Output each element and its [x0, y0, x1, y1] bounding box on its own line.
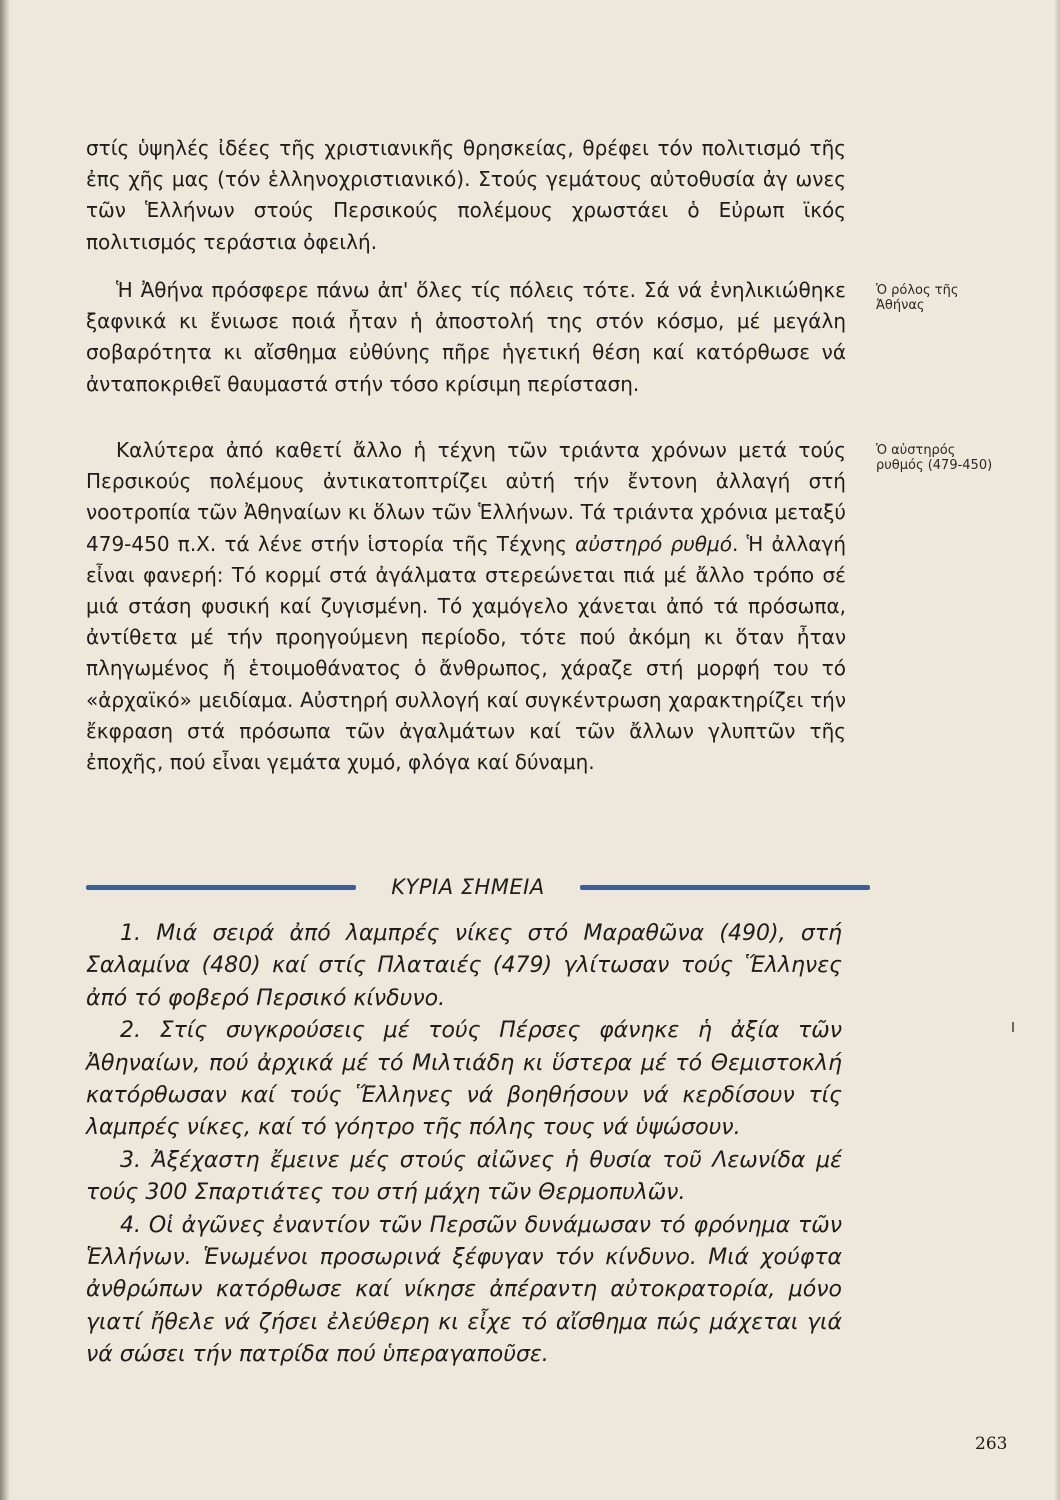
page-spine-shadow	[0, 0, 10, 1500]
key-points-list	[86, 918, 842, 1372]
paper-speck	[1012, 1022, 1014, 1032]
margin-note-severe-style	[876, 443, 1026, 473]
margin-note-line: ρυθμός (479-450)	[876, 458, 993, 473]
page-edge-shadow	[1054, 0, 1060, 1500]
page-number: 263	[975, 1434, 1008, 1454]
key-points-heading	[86, 873, 870, 901]
key-point-item: 3. Ἀξέχαστη ἔμεινε μές στούς αἰῶνες ἡ θυσία τοῦ Λεωνίδα μέ τούς 300 Σπαρτιάτες του στή μάχη τῶν Θερμοπυλῶν.	[86, 1147, 842, 1206]
key-point-item: 4. Οἱ ἀγῶνες ἐναντίον τῶν Περσῶν δυνάμωσαν τό φρόνημα τῶν Ἑλλήνων. Ἑνωμένοι προσωρινά ξέφυγαν τόν κίνδυνο. Μιά χούφτα ἀνθρώπων κατόρθωσε καί νίκησε ἀπέραντη αὐτοκρατορία, μόνο γιατί ἤθελε νά ζήσει ἐλεύθερη κι εἶχε τό αἴσθημα πώς μάχεται γιά νά σώσει τήν πατρίδα πού ὑπεραγαποῦσε.	[86, 1212, 842, 1368]
margin-note-line: Ἀθήνας	[876, 298, 925, 313]
heading-rule-right	[580, 885, 870, 890]
severe-style-term: αὐστηρό ρυθμό	[575, 531, 732, 556]
paragraph-christian-civilization: στίς ὑψηλές ἰδέες τῆς χριστιανικῆς θρησκείας, θρέφει τόν πολιτισμό τῆς ἐπς χῆς μας (τόν ἑλληνοχριστιανικό). Στούς γεμάτους αὐτοθυσία ἀγ ωνες τῶν Ἑλλήνων στούς Περσικούς πολέμους χρωστάει ὁ Εὐρωπ ϊκός πολιτισμός τεράστια ὀφειλή.	[86, 136, 846, 254]
key-point-item: 2. Στίς συγκρούσεις μέ τούς Πέρσες φάνηκε ἡ ἀξία τῶν Ἀθηναίων, πού ἀρχικά μέ τό Μιλτιάδη κι ὕστερα μέ τό Θεμιστοκλή κατόρθωσαν καί τούς Ἕλληνες νά βοηθήσουν νά κερδίσουν τίς λαμπρές νίκες, καί τό γόητρο τῆς πόλης τους νά ὑψώσουν.	[86, 1018, 842, 1141]
heading-rule-left	[86, 885, 356, 890]
severe-style-text-end: . Ἡ ἀλλαγή εἶναι φανερή: Τό κορμί στά ἀγάλματα στερεώνεται πιά μέ ἄλλο τρόπο σέ μιά στάση φυσική καί ζυγισμένη. Τό χαμόγελο χάνεται ἀπό τά πρόσωπα, ἀντίθετα μέ τήν προηγούμενη περίοδο, τότε πού ἀκόμη κι ὅταν ἦταν πληγωμένος ἤ ἑτοιμοθάνατος ὁ ἄνθρωπος, χάραζε στή μορφή του τό «ἀρχαϊκό» μειδίαμα. Αὐστηρή συλλογή καί συγκέντρωση χαρακτηρίζει τήν ἔκφραση στά πρόσωπα τῶν ἀγαλμάτων καί τῶν ἄλλων γλυπτῶν τῆς ἐποχῆς, πού εἶναι γεμάτα χυμό, φλόγα καί δύναμη.	[86, 531, 846, 775]
margin-note-line: Ὁ ρόλος τῆς	[876, 283, 959, 298]
severe-style-text-start: Καλύτερα ἀπό καθετί ἄλλο ἡ τέχνη τῶν τριάντα χρόνων μετά τούς Περσικούς πολέμους ἀντικατοπτρίζει αὐτή τήν ἔντονη ἀλλαγή στή νοοτροπία τῶν Ἀθηναίων κι ὅλων τῶν Ἑλλήνων. Τά τριάντα χρόνια μεταξύ 479-450 π.Χ. τά λένε στήν ἱστορία τῆς Τέχνης	[86, 438, 846, 556]
margin-note-line: Ὁ αὐστηρός	[876, 443, 956, 458]
margin-note-athens-role	[876, 283, 1026, 313]
key-point-item: 1. Μιά σειρά ἀπό λαμπρές νίκες στό Μαραθῶνα (490), στή Σαλαμίνα (480) καί στίς Πλαταιές (479) γλίτωσαν τούς Ἕλληνες ἀπό τό φοβερό Περσικό κίνδυνο.	[86, 921, 842, 1011]
paragraph-severe-style	[86, 435, 846, 778]
heading-title: ΚΥΡΙΑ ΣΗΜΕΙΑ	[391, 875, 545, 899]
paragraph-athens-role: Ἡ Ἀθήνα πρόσφερε πάνω ἀπ' ὅλες τίς πόλεις τότε. Σά νά ἐνηλικιώθηκε ξαφνικά κι ἔνιωσε ποιά ἦταν ἡ ἀποστολή της στόν κόσμο, μέ μεγάλη σοβαρότητα κι αἴσθημα εὐθύνης πῆρε ἡγετική θέση καί κατόρθωσε νά ἀνταποκριθεῖ θαυμαστά στήν τόσο κρίσιμη περίσταση.	[86, 278, 846, 396]
